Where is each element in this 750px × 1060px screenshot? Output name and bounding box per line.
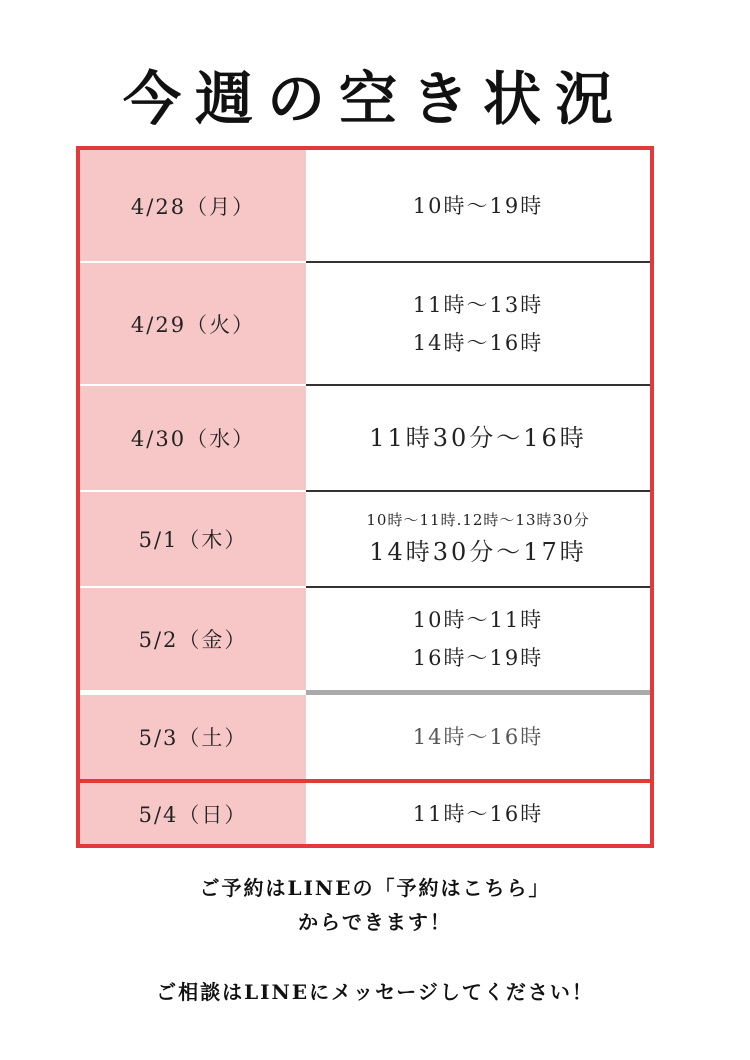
time-slot: 11時30分～16時 — [369, 424, 587, 452]
date-cell: 4/30（水） — [80, 386, 306, 490]
time-slot: 10時～11時.12時～13時30分 — [366, 511, 590, 529]
time-slot: 11時～13時 — [412, 292, 544, 317]
date-cell: 4/28（月） — [80, 150, 306, 261]
table-row — [80, 263, 650, 384]
date-cell: 4/29（火） — [80, 263, 306, 384]
time-slot: 16時～19時 — [412, 646, 544, 670]
time-slot: 11時～16時 — [412, 801, 544, 826]
time-cell — [306, 492, 650, 586]
time-cell — [306, 386, 650, 490]
time-slot: 10時～11時 — [412, 608, 544, 632]
footer-line-2: からできます！ — [298, 910, 452, 934]
table-row — [80, 150, 650, 261]
table-row — [80, 783, 650, 844]
time-cell — [306, 263, 650, 384]
date-cell: 5/3（土） — [80, 695, 306, 779]
time-slot: 10時～19時 — [412, 193, 544, 218]
footer-line-3: ご相談はLINEにメッセージしてください！ — [156, 980, 594, 1004]
time-cell — [306, 588, 650, 690]
time-cell — [306, 783, 650, 844]
date-cell: 5/4（日） — [80, 783, 306, 844]
time-cell — [306, 150, 650, 261]
table-row — [80, 695, 650, 779]
table-row — [80, 386, 650, 490]
schedule-table — [76, 146, 654, 848]
table-row — [80, 492, 650, 586]
table-row — [80, 588, 650, 690]
page-title: 今週の空き状況 — [122, 65, 627, 133]
footer-line-1: ご予約はLINEの「予約はこちら」 — [199, 876, 551, 900]
time-cell — [306, 695, 650, 779]
time-slot: 14時30分～17時 — [369, 538, 587, 566]
time-slot: 14時～16時 — [412, 330, 544, 355]
date-cell: 5/2（金） — [80, 588, 306, 690]
date-cell: 5/1（木） — [80, 492, 306, 586]
time-slot: 14時～16時 — [412, 725, 544, 749]
